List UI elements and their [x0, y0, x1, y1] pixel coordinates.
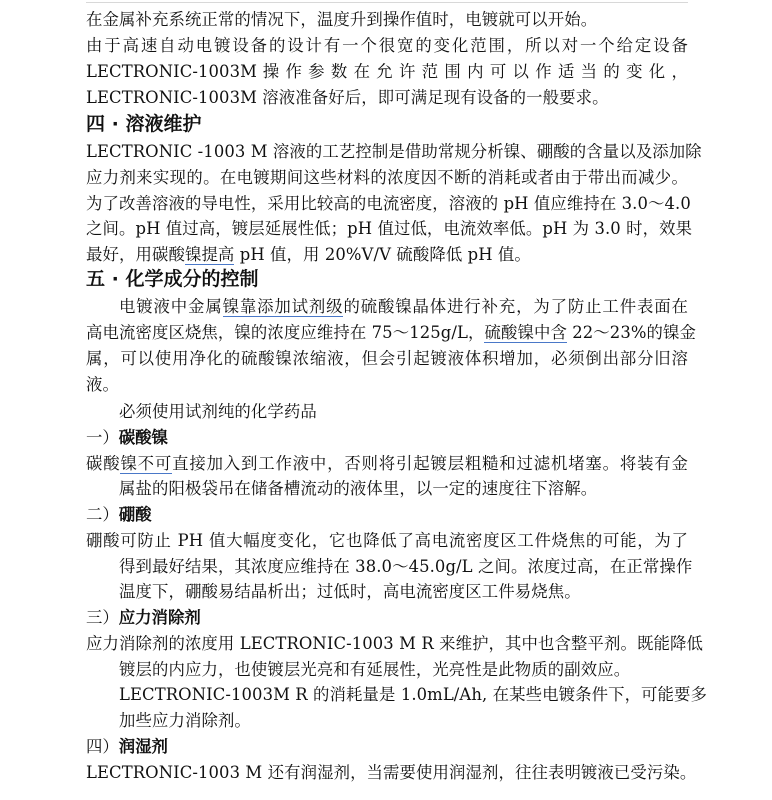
paragraph-line	[86, 452, 688, 476]
text-run: 的硫酸镍晶体进行补充，为了防止工件表面在	[343, 297, 688, 316]
subsection-heading-3	[86, 606, 201, 630]
paragraph-line: 温度下，硼酸易结晶析出；过低时，高电流密度区工件易烧焦。	[119, 582, 581, 601]
paragraph-line: 硼酸可防止 PH 值大幅度变化，它也降低了高电流密度区工件烧焦的可能，为了	[86, 531, 688, 550]
paragraph-line	[86, 321, 696, 345]
paragraph-line: LECTRONIC-1003M R 的消耗量是 1.0mL/Ah, 在某些电镀条件下，可能要多	[119, 685, 708, 704]
paragraph-line: LECTRONIC -1003 M 溶液的工艺控制是借助常规分析镍、硼酸的含量以及添加除	[86, 142, 702, 161]
paragraph-line: 之间。pH 值过高，镀层延展性低；pH 值过低，电流效率低。pH 为 3.0 时，效果	[86, 219, 693, 238]
paragraph-line: 为了改善溶液的导电性，采用比较高的电流密度，溶液的 pH 值应维持在 3.0～4.0	[86, 194, 691, 213]
text-run: 高电流密度区烧焦，镍的浓度应维持在 75～125g/L，	[86, 323, 485, 342]
paragraph-line: 必须使用试剂纯的化学药品	[119, 402, 317, 421]
header-rule	[86, 2, 688, 3]
text-run: pH 值，用 20%V/V 硫酸降低 pH 值。	[234, 245, 531, 264]
subsection-number: 一）	[86, 428, 119, 447]
paragraph-line: 应力消除剂的浓度用 LECTRONIC-1003 M R 来维护，其中也含整平剂。既能降低	[86, 634, 703, 653]
paragraph-line: 镀层的内应力，也使镀层光亮和有延展性，光亮性是此物质的副效应。	[119, 660, 631, 679]
paragraph-line: 得到最好结果，其浓度应维持在 38.0～45.0g/L 之间。浓度过高，在正常操作	[119, 557, 693, 576]
text-run: 碳酸	[86, 454, 121, 473]
section-heading-5: 五 · 化学成分的控制	[86, 268, 259, 290]
subsection-number: 二）	[86, 505, 119, 524]
underlined-text: 硫酸镍中含	[484, 323, 567, 342]
paragraph-line	[86, 243, 531, 267]
paragraph-line: 属盐的阳极袋吊在储备槽流动的液体里，以一定的速度往下溶解。	[119, 479, 598, 498]
subsection-title: 硼酸	[118, 505, 152, 524]
underlined-text: 镍不可	[120, 454, 173, 473]
subsection-title: 应力消除剂	[118, 608, 201, 627]
subsection-title: 润湿剂	[118, 737, 168, 756]
paragraph-line: 液。	[86, 375, 119, 394]
underlined-text: 镍提高	[184, 245, 235, 264]
paragraph-line: LECTRONIC-1003 M 还有润湿剂，当需要使用润湿剂，往往表明镀液已受污染。	[86, 763, 697, 782]
paragraph-line: 在金属补充系统正常的情况下，温度升到操作值时，电镀就可以开始。	[86, 10, 598, 29]
text-run: 最好，用碳酸	[86, 245, 185, 264]
underlined-text: 镍靠添加试剂级	[222, 297, 344, 316]
section-heading-4: 四 · 溶液维护	[86, 113, 202, 135]
paragraph-line: 由于高速自动电镀设备的设计有一个很宽的变化范围，所以对一个给定设备	[86, 36, 688, 55]
paragraph-line	[119, 295, 688, 319]
paragraph-line: 属，可以使用净化的硫酸镍浓缩液，但会引起镀液体积增加，必须倒出部分旧溶	[86, 349, 688, 368]
paragraph-line: LECTRONIC-1003M 溶液准备好后，即可满足现有设备的一般要求。	[86, 88, 609, 107]
subsection-heading-1	[86, 426, 168, 450]
subsection-title: 碳酸镍	[118, 428, 168, 447]
text-run: 直接加入到工作液中，否则将引起镀层粗糙和过滤机堵塞。将装有金	[172, 454, 689, 473]
subsection-heading-4	[86, 735, 168, 759]
text-run: 电镀液中金属	[119, 297, 223, 316]
paragraph-line: LECTRONIC-1003M 操 作 参 数 在 允 许 范 围 内 可 以 作 适 当 的 变 化 ，	[86, 62, 688, 81]
subsection-number: 三）	[86, 608, 119, 627]
paragraph-line: 应力剂来实现的。在电镀期间这些材料的浓度因不断的消耗或者由于带出而减少。	[86, 168, 688, 187]
text-run: 22～23%的镍金	[566, 323, 696, 342]
paragraph-line: 加些应力消除剂。	[119, 711, 251, 730]
subsection-heading-2	[86, 503, 152, 527]
subsection-number: 四）	[86, 737, 119, 756]
